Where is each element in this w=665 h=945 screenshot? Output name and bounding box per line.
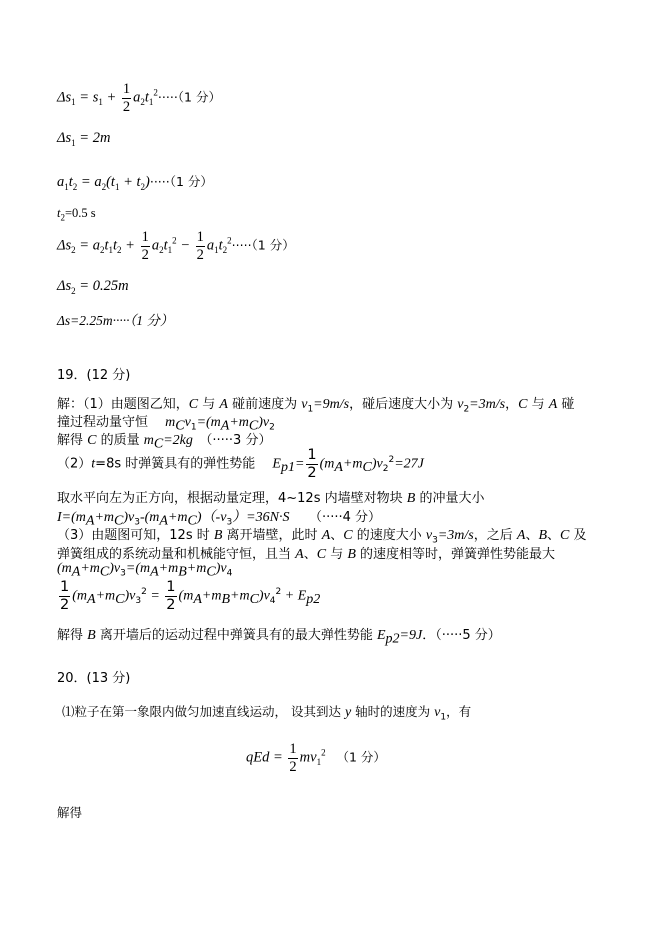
text: 解得 (57, 628, 88, 643)
fraction-numerator: 1 (196, 229, 204, 245)
text: A (321, 528, 331, 543)
q19-line-6: $I=(m_A+m_C)v_3-(m_A+m_C)(-v_3)=36N\cdot S$ （·····4 分） (57, 510, 382, 529)
text: A (548, 397, 558, 412)
math-text: a (57, 174, 65, 190)
text: +m (230, 588, 250, 604)
math-text: − (176, 237, 194, 254)
text: +m (167, 510, 188, 525)
text: +m (186, 561, 207, 576)
text: C (316, 547, 327, 562)
text: 与 (527, 397, 549, 412)
q19-line-9: $(m_A+m_C)v_3=(m_A+m_B+m_C)v_4$ (57, 561, 233, 580)
fraction-numerator: 1 (289, 741, 297, 757)
equation-a1t2: $a_1t_2 = a_2(t_1 + t_2)\cdot\cdot\cdot\cdot\cdot(1$ 分） (57, 174, 213, 192)
text: 、 (547, 528, 561, 543)
text: C (560, 528, 570, 543)
math-text: = 0.25m (75, 278, 129, 294)
q19-line-7: （3）由题图可知，12s 时 B 离开墙壁，此时 A、C 的速度大小 $v_3=3m/s$，之后 A、B、C 及 (57, 528, 587, 546)
fraction-numerator: 1 (141, 229, 149, 245)
text: )v (215, 561, 227, 576)
text: B (347, 547, 356, 562)
text: ⑴粒子在第一象限内做匀加速直线运动， 设其到达 (62, 704, 345, 719)
text: ）=36N·S (232, 510, 290, 525)
text: )v (258, 588, 270, 604)
math-text: t (57, 206, 61, 220)
fraction-denominator: 2 (289, 758, 297, 775)
math-text: + (102, 89, 120, 106)
text: 弹簧组成的系统动量和机械能守恒，且当 (57, 547, 296, 562)
text: =9m/s (313, 397, 350, 412)
score-note: （1 分） (169, 174, 213, 189)
text: =9J (399, 628, 423, 643)
text: )v (123, 510, 135, 525)
text: +m (80, 561, 100, 576)
text: （2） (57, 456, 92, 472)
text: C (343, 528, 353, 543)
text: 撞过程动量守恒 (57, 415, 166, 430)
text: m (143, 433, 154, 448)
text: A (295, 547, 304, 562)
equation-delta-s2-value: $\Delta s_2 = 0.25m$ (57, 278, 129, 296)
math-text: t (144, 89, 149, 106)
text: 、 (525, 528, 539, 543)
text: v (184, 415, 191, 430)
math-text: a (133, 89, 141, 106)
math-text: = a (77, 174, 102, 190)
q19-line-10: $\frac{1}{2}$ $(m_A+m_C)v_3^2$ = $\frac{1}{2}$ $(m_A+m_B+m_C)v_4^2 + E_{p2}$ (60, 579, 321, 613)
text: 轴时的速度为 (351, 704, 435, 719)
text: 的速度相等时，弹簧弹性势能最大 (355, 547, 556, 562)
math-text: qEd = (246, 749, 287, 766)
text: =2kg (163, 433, 193, 448)
fraction-denominator: 2 (141, 246, 149, 263)
q19-line-8 (57, 543, 555, 563)
text: 取水平向左为正方向，根据动量定理，4~12s 内墙壁对物块 (57, 491, 407, 506)
text: v (457, 397, 464, 412)
text: A (516, 528, 526, 543)
math-text: + (121, 237, 139, 254)
text: ，之后 (473, 528, 517, 543)
text: ．（·····5 分） (422, 628, 501, 643)
text: v (434, 705, 441, 720)
text: C (87, 433, 97, 448)
math-text: Δs=2.25m·····（1 分） (57, 313, 174, 328)
text: )v (371, 456, 383, 472)
heading-text: 19．(12 分) (57, 368, 131, 383)
fraction-numerator: 1 (307, 447, 317, 463)
text: ， (505, 397, 519, 412)
t2-value: $t_2=0.5$ s (57, 206, 96, 223)
fraction (288, 742, 297, 774)
math-text: Δs (57, 89, 72, 106)
text: y (344, 705, 352, 720)
text: （·····4 分） (289, 510, 382, 525)
text: +m (229, 415, 249, 430)
text: 离开墙后的运动过程中弹簧具有的最大弹性势能 (95, 628, 377, 643)
text: 碰 (557, 397, 575, 412)
math-text: ) (145, 174, 150, 190)
text: =(m (196, 415, 221, 430)
fraction-denominator: 2 (60, 596, 70, 613)
text: =8s 时弹簧具有的弹性势能 (95, 456, 273, 472)
text: -(m (139, 510, 160, 525)
text: 离开墙壁，此时 (222, 528, 322, 543)
text: v (425, 528, 433, 543)
text: )v (109, 561, 121, 576)
fraction-denominator: 2 (122, 98, 131, 115)
math-text: t (68, 174, 73, 190)
heading-text: 20．(13 分) (57, 671, 131, 686)
text: (m (178, 588, 194, 604)
equation-delta-s2: $\Delta s_2 = a_2t_1t_2$ + $\frac{1}{2}$ $a_2t_1^2$ − $\frac{1}{2}$ $a_1t_2^2\cdot\cdot\cdot\cdot\cdot(1$ 分） (57, 229, 295, 263)
text: I=(m (57, 510, 86, 525)
text: C (188, 397, 199, 412)
text: 及 (569, 528, 587, 543)
text: (m (72, 588, 88, 604)
text: B (406, 491, 416, 506)
fraction-denominator: 2 (307, 464, 317, 481)
text: C (518, 397, 528, 412)
text: 的质量 (96, 433, 144, 448)
text: B (538, 528, 548, 543)
text: + E (281, 588, 307, 604)
text: = (146, 588, 164, 604)
text: =27J (394, 456, 424, 472)
text: = (294, 456, 305, 472)
text: +m (95, 588, 116, 604)
text: A (219, 397, 228, 412)
fraction (141, 230, 150, 262)
math-text: mv (299, 749, 317, 766)
text: 碰前速度为 (227, 397, 302, 412)
math-text: =0.5 s (64, 206, 96, 220)
fraction (165, 580, 176, 612)
text: 与 (326, 547, 348, 562)
text: （·····3 分） (192, 433, 272, 448)
text: 的速度大小 (352, 528, 426, 543)
text: +m (94, 510, 115, 525)
text: t (91, 456, 96, 472)
text: +m (342, 456, 363, 472)
delta-s-total (57, 309, 173, 329)
q19-line-1: 解：（1）由题图乙知，C 与 A 碰前速度为 $v_1=9m/s$，碰后速度大小为 $v_2=3m/s$，C 与 A 碰 (57, 397, 575, 415)
equation-delta-s1: $\Delta s_1 = s_1$ + $\frac{1}{2}$ $a_2t_1^2\cdot\cdot\cdot\cdot\cdot(1$ 分） (57, 81, 221, 115)
q20-line-1: ⑴粒子在第一象限内做匀加速直线运动， 设其到达 y 轴时的速度为 $v_1$，有 (62, 704, 472, 723)
text: 解得 (57, 433, 88, 448)
dots: ····· (149, 174, 170, 189)
q19-line-2: 撞过程动量守恒 $m_Cv_1=(m_A+m_C)v_2$ (57, 415, 275, 434)
score-note: （1 分） (251, 237, 295, 253)
q20-line-2 (57, 803, 82, 821)
text: v (301, 397, 308, 412)
fraction-numerator: 1 (166, 579, 176, 595)
text: 解：（1）由题图乙知， (57, 397, 189, 412)
fraction (196, 230, 205, 262)
dots: ····· (231, 237, 252, 253)
text: E (376, 628, 386, 643)
text: 、 (303, 547, 317, 562)
text: )v (258, 415, 270, 430)
math-text: Δs (57, 278, 72, 294)
text: m (165, 415, 176, 430)
text: B (213, 528, 223, 543)
fraction (306, 448, 317, 480)
dots: ····· (157, 89, 178, 105)
fraction-denominator: 2 (166, 596, 176, 613)
fraction-numerator: 1 (60, 579, 70, 595)
text: 、 (330, 528, 344, 543)
text: ，碰后速度大小为 (349, 397, 458, 412)
text: (m (57, 561, 72, 576)
math-text: + t (119, 174, 141, 190)
math-text: Δs (57, 130, 72, 146)
text: )（-v (196, 510, 227, 525)
text: 的冲量大小 (415, 491, 485, 506)
text: 解得 (57, 805, 83, 820)
text: 与 (198, 397, 220, 412)
q19-line-3: 解得 C 的质量 $m_C=2kg$ （·····3 分） (57, 433, 272, 452)
text: =3m/s (437, 528, 474, 543)
text: ，有 (446, 704, 472, 719)
text: +m (158, 561, 179, 576)
q20-equation: qEd = $\frac{1}{2}$ $mv_1^2$ （1 分） (246, 741, 386, 775)
question-20-title (57, 667, 130, 686)
math-text: = s (75, 89, 99, 106)
score-note: （1 分） (336, 749, 386, 765)
equation-delta-s1-value: $\Delta s_1 = 2m$ (57, 130, 111, 148)
q19-line-11: 解得 B 离开墙后的运动过程中弹簧具有的最大弹性势能 $E_{p2}=9J$．（·····5 分） (57, 628, 501, 647)
text: )v (124, 588, 136, 604)
text: =(m (125, 561, 151, 576)
text: B (87, 628, 96, 643)
text: +m (201, 588, 222, 604)
fraction (59, 580, 70, 612)
math-text: (t (106, 174, 115, 190)
text: E (272, 456, 281, 472)
q19-line-5 (57, 487, 484, 507)
text: =3m/s (469, 397, 506, 412)
question-19-title (57, 364, 130, 383)
fraction (122, 82, 131, 114)
fraction-numerator: 1 (122, 81, 131, 97)
text: (m (319, 456, 335, 472)
q19-line-4: （2）t=8s 时弹簧具有的弹性势能 $E_{p1}=$ $\frac{1}{2}$ $(m_A+m_C)v_2^2=27J$ (57, 447, 424, 481)
math-text: = a (75, 237, 100, 254)
math-text: Δs (57, 237, 72, 254)
math-text: = 2m (75, 130, 111, 146)
fraction-denominator: 2 (196, 246, 204, 263)
score-note: （1 分） (177, 89, 221, 105)
text: （3）由题图可知，12s 时 (57, 528, 214, 543)
